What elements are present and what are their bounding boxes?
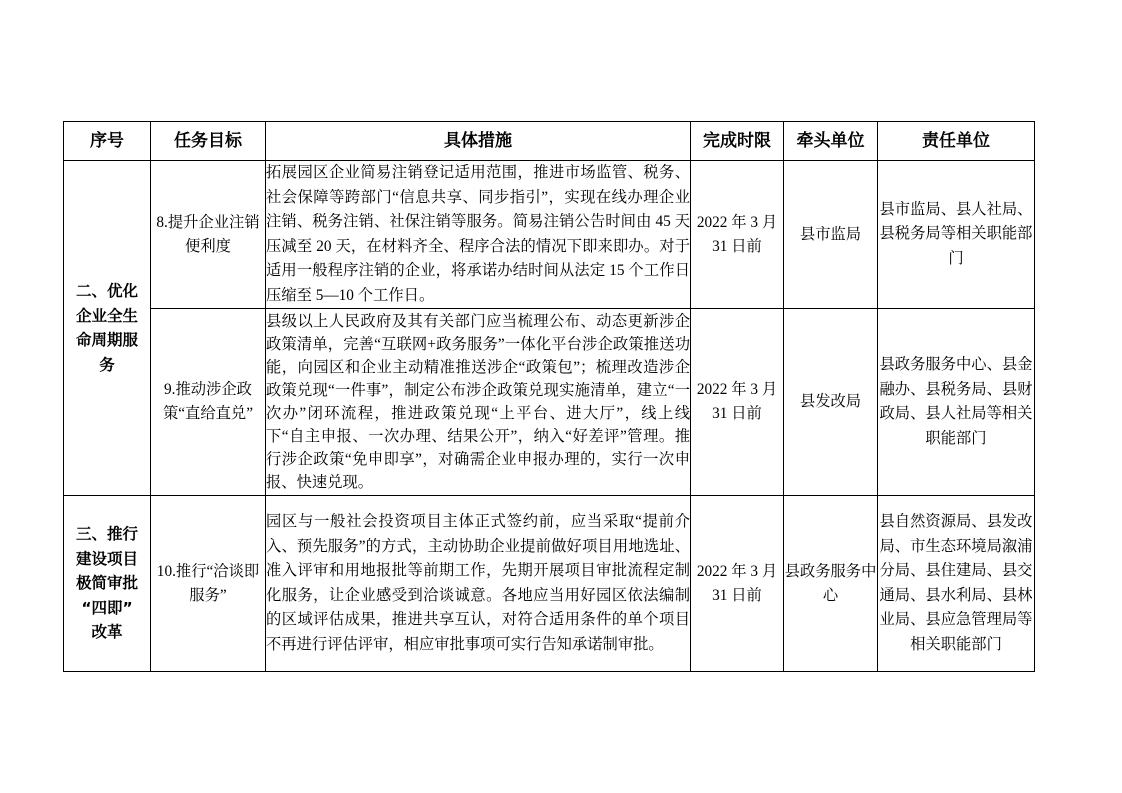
header-measures: 具体措施: [266, 122, 691, 161]
deadline-cell: 2022 年 3 月 31 日前: [691, 496, 784, 672]
group-label-line: 二、优化: [75, 282, 138, 300]
lead-unit-cell: 县市监局: [784, 161, 878, 309]
table-row: [64, 496, 1035, 672]
responsible-units-cell: 县市监局、县人社局、县税务局等相关职能部门: [878, 161, 1035, 309]
measures-cell: 县级以上人民政府及其有关部门应当梳理公布、动态更新涉企政策清单，完善“互联网+政务服务”一体化平台涉企政策推送功能，向园区和企业主动精准推送涉企“政策包”；梳理改造涉企政策兑现“一件事”，制定公布涉企政策兑现实施清单，建立“一次办”闭环流程，推进政策兑现“上平台、进大厅”，线上线下“自主申报、一次办理、结果公开”，纳入“好差评”管理。推行涉企政策“免申即享”，对确需企业申报办理的，实行一次申报、快速兑现。: [266, 309, 691, 496]
task-goal-cell: 9.推动涉企政策“直给直兑”: [151, 309, 266, 496]
deadline-cell: 2022 年 3 月 31 日前: [691, 161, 784, 309]
group-label-line: 命周期服: [75, 331, 138, 349]
responsible-units-cell: 县政务服务中心、县金融办、县税务局、县财政局、县人社局等相关职能部门: [878, 309, 1035, 496]
deadline-cell: 2022 年 3 月 31 日前: [691, 309, 784, 496]
group-label-line: 企业全生: [75, 306, 138, 325]
group-label-line: 务: [99, 355, 115, 374]
table-row: [64, 161, 1035, 309]
header-serial: 序号: [64, 122, 151, 161]
group-label-optimize-lifecycle: [64, 161, 151, 496]
lead-unit-cell: 县发改局: [784, 309, 878, 496]
group-label-line: 三、推行: [75, 525, 138, 544]
header-task-goal: 任务目标: [151, 122, 266, 161]
task-goal-cell: 10.推行“洽谈即服务”: [151, 496, 266, 672]
header-responsible-units: 责任单位: [878, 122, 1035, 161]
group-label-line: 改革: [91, 623, 123, 642]
measures-cell: 园区与一般社会投资项目主体正式签约前，应当采取“提前介入、预先服务”的方式，主动协助企业提前做好项目用地选址、准入评审和用地报批等前期工作，先期开展项目审批流程定制化服务，让企业感受到洽谈诚意。各地应当用好园区依法编制的区域评估成果，推进共享互认，对符合适用条件的单个项目不再进行评估评审，相应审批事项可实行告知承诺制审批。: [266, 496, 691, 672]
group-label-line: “四即”: [81, 598, 133, 617]
table-body: [64, 161, 1035, 672]
task-goal-cell: 8.提升企业注销便利度: [151, 161, 266, 309]
group-label-simplified-approval: [64, 496, 151, 672]
table-row: [64, 309, 1035, 496]
group-label-line: 极简审批: [75, 574, 138, 593]
table-header: [64, 122, 1035, 161]
lead-unit-cell: 县政务服务中心: [784, 496, 878, 672]
responsible-units-cell: 县自然资源局、县发改局、市生态环境局溆浦分局、县住建局、县交通局、县水利局、县林业局、县应急管理局等相关职能部门: [878, 496, 1035, 672]
header-lead-unit: 牵头单位: [784, 122, 878, 161]
header-row: [64, 122, 1035, 161]
task-table: [63, 121, 1035, 672]
header-deadline: 完成时限: [691, 122, 784, 161]
group-label-line: 建设项目: [75, 549, 138, 568]
measures-cell: 拓展园区企业简易注销登记适用范围，推进市场监管、税务、社会保障等跨部门“信息共享、同步指引”，实现在线办理企业注销、税务注销、社保注销等服务。简易注销公告时间由 45 天压减至 20 天，在材料齐全、程序合法的情况下即来即办。对于适用一般程序注销的企业，将承诺办结时间从法定 15 个工作日压缩至 5—10 个工作日。: [266, 161, 691, 309]
